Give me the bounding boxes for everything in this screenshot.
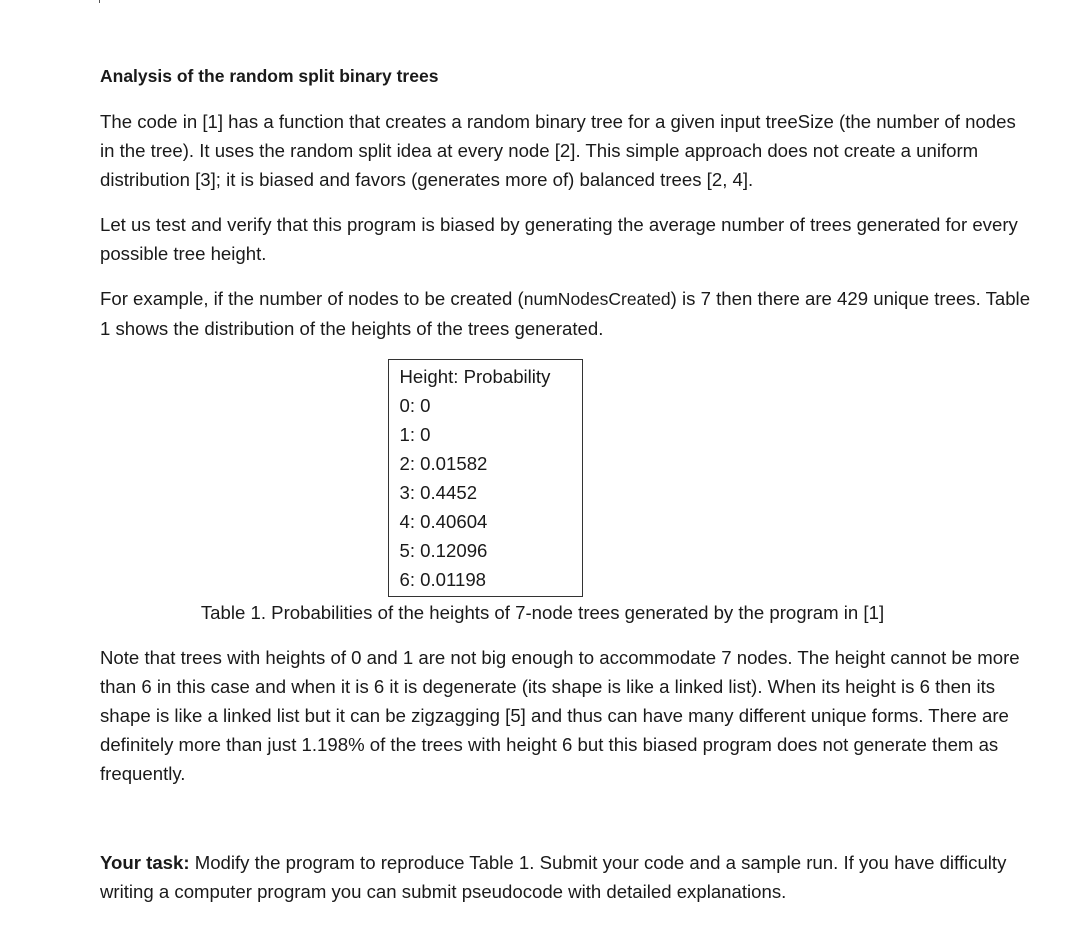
paragraph-task (100, 848, 1035, 906)
probability-table (388, 359, 583, 597)
paragraph-example (100, 284, 1035, 343)
table-row: 4: 0.40604 (399, 511, 488, 532)
page-corner-mark (99, 0, 100, 3)
table-caption: Table 1. Probabilities of the heights of 7-node trees generated by the program in [1] (200, 602, 885, 623)
table-row: 1: 0 (399, 424, 431, 445)
example-text-before: For example, if the number of nodes to be created ( (100, 288, 524, 309)
table-row: 3: 0.4452 (399, 482, 478, 503)
table-row: 2: 0.01582 (399, 453, 488, 474)
example-text-after: ) is 7 then there are 429 unique trees. Table 1 shows the distribution of the heights of the trees generated. (100, 288, 1031, 339)
spacer (100, 804, 1035, 848)
paragraph-intro: The code in [1] has a function that creates a random binary tree for a given input treeSize (the number of nodes in the tree). It uses the random split idea at every node [2]. This simple approach does not create a uniform distribution [3]; it is biased and favors (generates more of) balanced trees [2, 4]. (100, 111, 1016, 190)
task-text: Modify the program to reproduce Table 1. Submit your code and a sample run. If you have difficulty writing a computer program you can submit pseudocode with detailed explanations. (100, 852, 1007, 902)
table-row: 0: 0 (399, 395, 431, 416)
section-heading: Analysis of the random split binary trees (100, 66, 439, 86)
table-container (100, 359, 1035, 597)
variable-name: numNodesCreated (523, 289, 671, 309)
task-label: Your task: (100, 852, 190, 873)
table-row: 6: 0.01198 (399, 569, 487, 590)
paragraph-note: Note that trees with heights of 0 and 1 are not big enough to accommodate 7 nodes. The height cannot be more than 6 in this case and when it is 6 it is degenerate (its shape is like a linked list). When its height is 6 then its shape is like a linked list but it can be zigzagging [5] and thus can have many different unique forms. There are definitely more than just 1.198% of the trees with height 6 but this biased program does not generate them as frequently. (100, 647, 1020, 784)
table-row: 5: 0.12096 (399, 540, 488, 561)
document-body (100, 62, 1035, 922)
table-header: Height: Probability (399, 366, 551, 387)
paragraph-test: Let us test and verify that this program is biased by generating the average number of trees generated for every possible tree height. (100, 214, 1018, 264)
